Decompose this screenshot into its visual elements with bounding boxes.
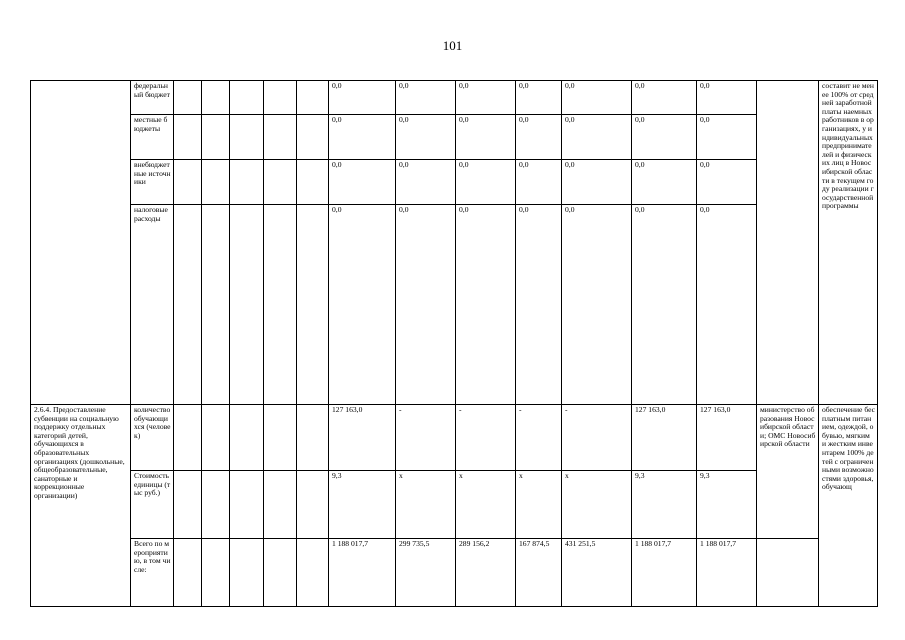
event-title: 2.6.4. Предоставление субвенции на социальную поддержку отдельных категорий детей, обучающихся в образовательных организациях (дошкольные, общеобразовательные, санаторные и коррекционные организации): [31, 405, 131, 607]
value-cell: 1 188 017,7: [329, 539, 396, 607]
value-cell: 0,0: [396, 115, 456, 160]
value-cell: 0,0: [697, 81, 757, 115]
value-cell: x: [516, 471, 562, 539]
value-cell: 0,0: [329, 115, 396, 160]
executor-cell-empty: [757, 539, 819, 607]
table-row: [31, 205, 878, 405]
value-cell: x: [562, 471, 632, 539]
value-cell: -: [456, 405, 516, 471]
table-row: [31, 405, 878, 471]
value-cell: 0,0: [396, 160, 456, 205]
value-cell: 127 163,0: [697, 405, 757, 471]
value-cell: 289 156,2: [456, 539, 516, 607]
value-cell: 0,0: [562, 160, 632, 205]
value-cell: 9,3: [329, 471, 396, 539]
table-row: [31, 160, 878, 205]
value-cell: 0,0: [516, 205, 562, 405]
value-cell: 0,0: [697, 205, 757, 405]
value-cell: 1 188 017,7: [697, 539, 757, 607]
value-cell: 0,0: [456, 115, 516, 160]
event-cell-empty: [31, 81, 131, 405]
value-cell: 0,0: [329, 160, 396, 205]
value-cell: -: [516, 405, 562, 471]
value-cell: 0,0: [516, 160, 562, 205]
value-cell: 0,0: [632, 160, 697, 205]
row-label: внебюджетные источники: [131, 160, 174, 205]
value-cell: 0,0: [632, 205, 697, 405]
value-cell: 0,0: [456, 160, 516, 205]
value-cell: 127 163,0: [329, 405, 396, 471]
value-cell: 9,3: [697, 471, 757, 539]
value-cell: 0,0: [632, 81, 697, 115]
value-cell: -: [562, 405, 632, 471]
value-cell: 1 188 017,7: [632, 539, 697, 607]
table-row: [31, 471, 878, 539]
value-cell: 0,0: [697, 115, 757, 160]
value-cell: 0,0: [562, 115, 632, 160]
value-cell: 0,0: [697, 160, 757, 205]
value-cell: 167 874,5: [516, 539, 562, 607]
value-cell: 0,0: [562, 205, 632, 405]
executor-cell-empty: [757, 81, 819, 405]
program-table: [30, 80, 878, 607]
row-label: местные бюджеты: [131, 115, 174, 160]
value-cell: x: [456, 471, 516, 539]
result-text: составит не менее 100% от средней заработной платы наемных работников в организациях, у индивидуальных предпринимателей и физических лиц в Новосибирской области в текущем году реализации государственной программы: [819, 81, 878, 405]
row-label: федеральный бюджет: [131, 81, 174, 115]
value-cell: x: [396, 471, 456, 539]
row-label: количество обучающихся (человек): [131, 405, 174, 471]
value-cell: 0,0: [516, 81, 562, 115]
value-cell: -: [396, 405, 456, 471]
page-number: 101: [442, 38, 463, 53]
value-cell: 0,0: [456, 205, 516, 405]
value-cell: 299 735,5: [396, 539, 456, 607]
value-cell: 0,0: [562, 81, 632, 115]
value-cell: 127 163,0: [632, 405, 697, 471]
result-text: обеспечение бесплатным питанием, одеждой, обувью, мягким и жестким инвентарем 100% детей с ограниченными возможностями здоровья, обучающ: [819, 405, 878, 607]
table-row: [31, 115, 878, 160]
value-cell: 0,0: [396, 205, 456, 405]
row-label: налоговые расходы: [131, 205, 174, 405]
row-label: Всего по мероприятию, в том числе:: [131, 539, 174, 607]
value-cell: 0,0: [329, 205, 396, 405]
executor-text: министерство образования Новосибирской области; ОМС Новосибирской области: [757, 405, 819, 539]
value-cell: 9,3: [632, 471, 697, 539]
row-label: Стоимость единицы (тыс руб.): [131, 471, 174, 539]
table-row: [31, 81, 878, 115]
value-cell: 0,0: [329, 81, 396, 115]
value-cell: 0,0: [516, 115, 562, 160]
value-cell: 431 251,5: [562, 539, 632, 607]
value-cell: 0,0: [632, 115, 697, 160]
table-row: [31, 539, 878, 607]
value-cell: 0,0: [456, 81, 516, 115]
value-cell: 0,0: [396, 81, 456, 115]
